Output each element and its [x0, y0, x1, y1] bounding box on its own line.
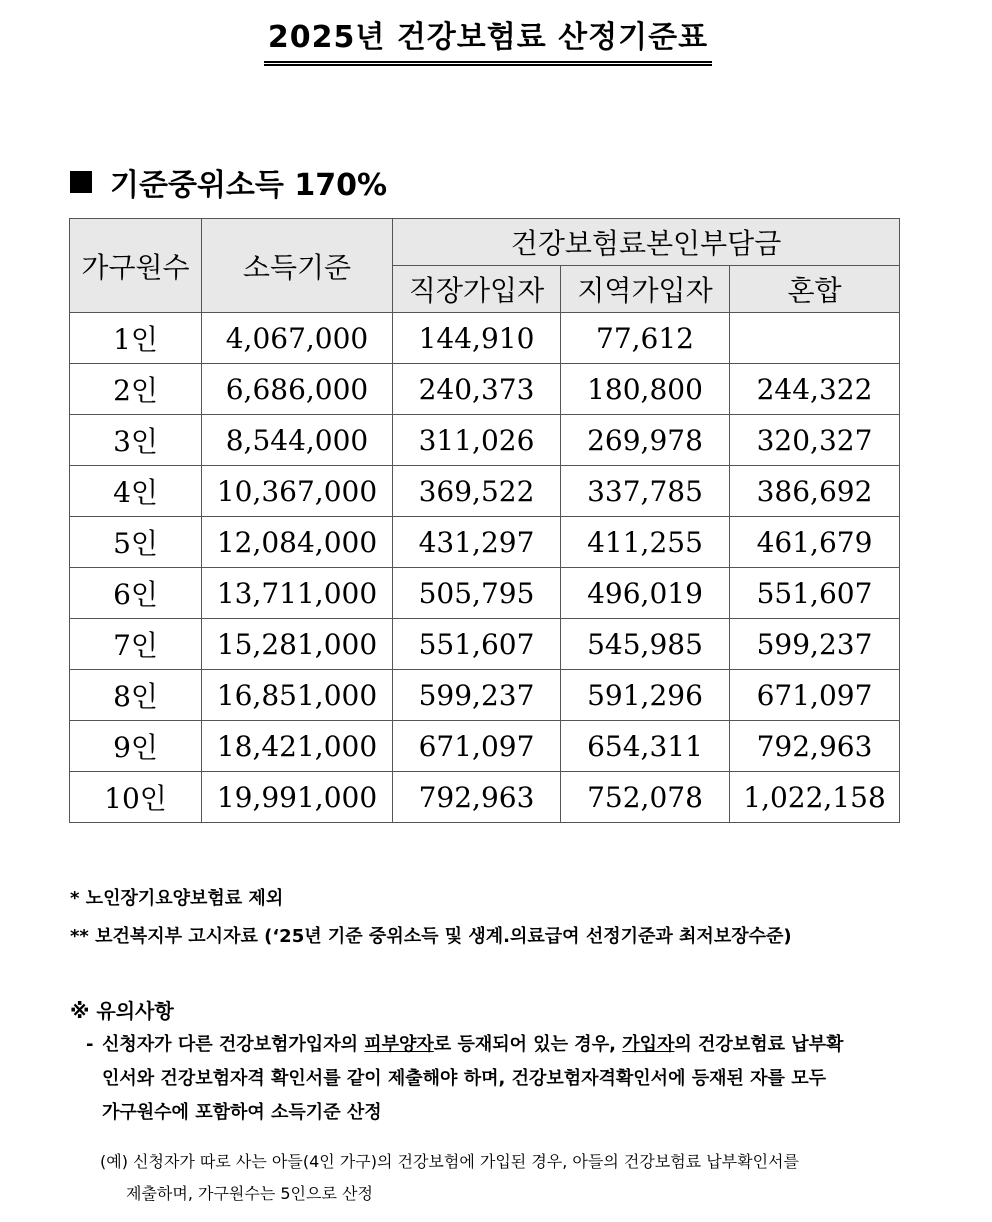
cell-income: 4,067,000 [202, 313, 393, 364]
note-source: ** 보건복지부 고시자료 (‘25년 기준 중위소득 및 생계.의료급여 선정기준과 최저보장수준) [70, 926, 792, 947]
para-text: 의 건강보험료 납부확 [674, 1034, 844, 1055]
premium-table [69, 218, 900, 823]
para-line-2: 인서와 건강보험자격 확인서를 같이 제출해야 하며, 건강보험자격확인서에 등재된 자를 모두 [102, 1068, 826, 1089]
table-row [70, 364, 900, 415]
header-premium-group: 건강보험료본인부담금 [393, 219, 900, 266]
example-note [100, 1146, 799, 1210]
cell-household: 8인 [70, 670, 202, 721]
cell-regional: 337,785 [561, 466, 730, 517]
cell-regional: 180,800 [561, 364, 730, 415]
cell-workplace: 671,097 [393, 721, 561, 772]
table-row [70, 415, 900, 466]
table-row [70, 568, 900, 619]
cell-income: 8,544,000 [202, 415, 393, 466]
cell-regional: 591,296 [561, 670, 730, 721]
cell-regional: 269,978 [561, 415, 730, 466]
cell-mixed: 792,963 [730, 721, 900, 772]
cell-household: 7인 [70, 619, 202, 670]
cell-workplace: 599,237 [393, 670, 561, 721]
para-line-1 [86, 1028, 912, 1062]
table-row [70, 619, 900, 670]
table-row [70, 466, 900, 517]
cell-regional: 496,019 [561, 568, 730, 619]
header-income: 소득기준 [202, 219, 393, 313]
underlined-subscriber: 가입자 [622, 1034, 675, 1055]
header-workplace: 직장가입자 [393, 266, 561, 313]
cell-income: 6,686,000 [202, 364, 393, 415]
underlined-dependent: 피부양자 [364, 1034, 434, 1055]
table-row [70, 772, 900, 823]
cell-income: 10,367,000 [202, 466, 393, 517]
cell-mixed: 386,692 [730, 466, 900, 517]
cell-household: 5인 [70, 517, 202, 568]
table-row [70, 313, 900, 364]
note-ltc-excluded: * 노인장기요양보험료 제외 [70, 888, 284, 909]
cell-income: 15,281,000 [202, 619, 393, 670]
dash-bullet: - [86, 1034, 94, 1055]
header-regional: 지역가입자 [561, 266, 730, 313]
cell-household: 3인 [70, 415, 202, 466]
cell-income: 16,851,000 [202, 670, 393, 721]
cell-income: 12,084,000 [202, 517, 393, 568]
cell-regional: 654,311 [561, 721, 730, 772]
cell-household: 6인 [70, 568, 202, 619]
cell-regional: 411,255 [561, 517, 730, 568]
table-row [70, 670, 900, 721]
cell-mixed: 551,607 [730, 568, 900, 619]
cell-household: 10인 [70, 772, 202, 823]
cell-workplace: 551,607 [393, 619, 561, 670]
cell-workplace: 144,910 [393, 313, 561, 364]
cell-mixed [730, 313, 900, 364]
cell-workplace: 240,373 [393, 364, 561, 415]
cell-income: 19,991,000 [202, 772, 393, 823]
cell-mixed: 599,237 [730, 619, 900, 670]
cell-household: 9인 [70, 721, 202, 772]
cell-mixed: 671,097 [730, 670, 900, 721]
section-title: 기준중위소득 170% [110, 168, 388, 203]
cell-household: 2인 [70, 364, 202, 415]
cell-household: 1인 [70, 313, 202, 364]
cell-regional: 545,985 [561, 619, 730, 670]
cell-workplace: 431,297 [393, 517, 561, 568]
para-text: 로 등재되어 있는 경우, [433, 1034, 623, 1055]
cell-mixed: 320,327 [730, 415, 900, 466]
square-bullet-icon [70, 171, 92, 193]
para-line-3: 가구원수에 포함하여 소득기준 산정 [102, 1102, 382, 1123]
example-line-1: (예) 신청자가 따로 사는 아들(4인 가구)의 건강보험에 가입된 경우, 아들의 건강보험료 납부확인서를 [100, 1152, 799, 1171]
table-row [70, 517, 900, 568]
header-mixed: 혼합 [730, 266, 900, 313]
para-text: 신청자가 다른 건강보험가입자의 [102, 1034, 365, 1055]
cell-workplace: 505,795 [393, 568, 561, 619]
cell-regional: 752,078 [561, 772, 730, 823]
cell-workplace: 792,963 [393, 772, 561, 823]
table-row [70, 721, 900, 772]
caution-title: ※ 유의사항 [70, 999, 174, 1023]
cell-income: 13,711,000 [202, 568, 393, 619]
cell-mixed: 461,679 [730, 517, 900, 568]
page-title-text: 2025년 건강보험료 산정기준표 [264, 18, 712, 66]
cell-workplace: 311,026 [393, 415, 561, 466]
cell-workplace: 369,522 [393, 466, 561, 517]
page-title [0, 18, 976, 66]
cell-regional: 77,612 [561, 313, 730, 364]
example-line-2: 제출하며, 가구원수는 5인으로 산정 [126, 1184, 373, 1203]
cell-mixed: 1,022,158 [730, 772, 900, 823]
header-household: 가구원수 [70, 219, 202, 313]
cell-mixed: 244,322 [730, 364, 900, 415]
section-heading [70, 160, 387, 204]
caution-paragraph [86, 1028, 912, 1130]
cell-household: 4인 [70, 466, 202, 517]
cell-income: 18,421,000 [202, 721, 393, 772]
